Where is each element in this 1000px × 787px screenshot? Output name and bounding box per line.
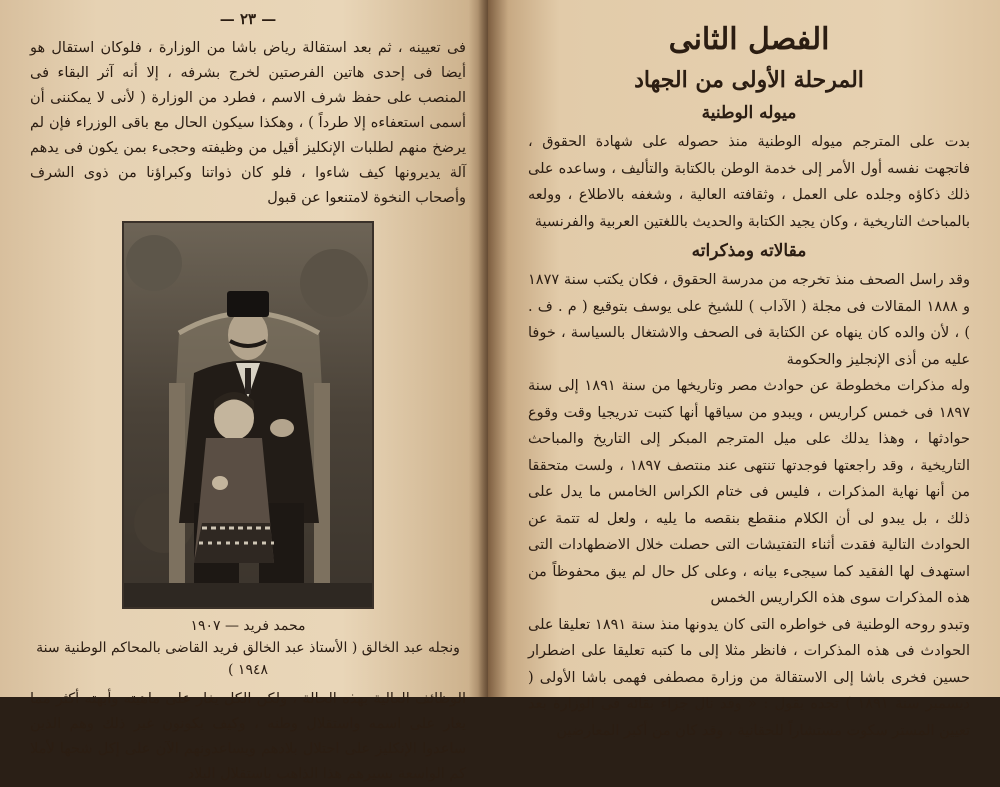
paragraph-4: وتبدو روحه الوطنية فى خواطره التى كان يدونها منذ سنة ١٨٩١ تعليقا على الحوادث فى هذه المذكرات ، فانظر مثلا إلى ما كتبه تعليقا على اضطرار حسين فخرى باشا إلى الاستقالة من وزارة مصطفى فهمى باشا الأولى ( ديسمبر سنة ١٨٩١ ) تجده يقول : « وقد نال جزاء بقائه فى الوزارة بعد تعيين المستر سكوت مستشاراً للحقانية ، وقد كان من أكبر المعارضين [528, 616, 971, 739]
photo-caption-subtitle: ونجله عبد الخالق ( الأستاذ عبد الخالق فريد القاضى بالمحاكم الوطنية سنة ١٩٤٨ ) [36, 640, 460, 678]
photo-caption: محمد فريد — ١٩٠٧ [190, 618, 306, 634]
chapter-title: الفصل الثانى [668, 22, 830, 57]
paragraph-3: وله مذكرات مخطوطة عن حوادث مصر وتاريخها من سنة ١٨٩١ إلى سنة ١٨٩٧ فى خمس كراريس ، ويبدو من سياقها أنها كتبت تدريجيا وقت وقوع حوادثها ، وهذا يدلك على ميل المترجم المبكر إلى التاريخ والمباحث التاريخية ، وقد راجعتها فوجدتها تنتهى عند منتصف ١٨٩٧ ، ولست متحققا من أنها نهاية المذكرات ، فليس فى ختام الكراس الخامس ما يدل على ذلك ، بل يبدو لى أن الكلام منقطع بنقصه ما يليه ، ولعل له تتمة عن الحوادث التالية فقدت أثناء التفتيشات التى حصلت خلال الاضطهادات التى استهدف لها الفقيد كما سيجىء بيانه ، وعلى كل حال لم يبق محفوظاً من هذه المذكرات سوى هذه الكراريس الخمس [528, 378, 970, 606]
bottom-paragraph: الوظائف العالية بهذه الحالة ، ولكن الكل يغار على ماهيته وأبهته أكثر مما يغار على اسمه واستقلال وطنه ، وكيف يكونون غير ذلك وهم الذين ساعدوا الإنكليز على احتلال بلادهم ويساعدونهم الآن على إكل شحها لأملا كم الواسعة بسيرهم هذا الذاهب باستقلال البلاد [30, 691, 466, 782]
right-page [488, 0, 1000, 739]
page-number: — ٢٣ — [219, 10, 277, 28]
left-page [0, 0, 488, 782]
subheading-patriotic-tendencies: ميوله الوطنية [701, 103, 797, 123]
photo-illustration [124, 223, 372, 607]
subheading-articles-memoirs: مقالاته ومذكراته [691, 241, 807, 261]
section-title: المرحلة الأولى من الجهاد [634, 67, 864, 93]
paragraph-2: وقد راسل الصحف منذ تخرجه من مدرسة الحقوق ، فكان يكتب سنة ١٨٧٧ و ١٨٨٨ المقالات فى مجلة ( الآداب ) للشيخ على يوسف بتوقيع ( م . ف . ) ، لأن والده كان ينهاه عن الكتابة فى الصحف والاشتغال بالسياسة ، خوفا عليه من أذى الإنجليز والحكومة [528, 272, 970, 368]
portrait-photo [122, 221, 374, 609]
top-paragraph: فى تعيينه ، ثم بعد استقالة رياض باشا من الوزارة ، فلوكان استقال هو أيضا فى إحدى هاتين الفرصتين لخرج بشرفه ، إلا أنه آثر البقاء فى المنصب على حفظ شرف الاسم ، فطرد من الوزارة ( لأنى لا يمكننى أن أسمى استعفاءه إلا طرداً ) ، وهكذا سيكون الحال مع باقى الوزراء فإن لم يرضخ منهم لطلبات الإنكليز أقيل من وظيفته وحجىء بمن يكون فى يدهم آلة يديرونها كيف شاءوا ، فلو كان ذواتنا وكبراؤنا من ذوى الشرف وأصحاب النخوة لامتنعوا عن قبول [30, 40, 466, 206]
paragraph-1: بدت على المترجم ميوله الوطنية منذ حصوله على شهادة الحقوق ، فاتجهت نفسه أول الأمر إلى خدمة الوطن بالكتابة والتأليف ، وساعده على ذلك ذكاؤه وجلده على العمل ، وثقافته العالية ، وشغفه بالاطلاع ، وولعه بالمباحث التاريخية ، وكان يجيد الكتابة والحديث باللغتين العربية والفرنسية [528, 134, 970, 230]
